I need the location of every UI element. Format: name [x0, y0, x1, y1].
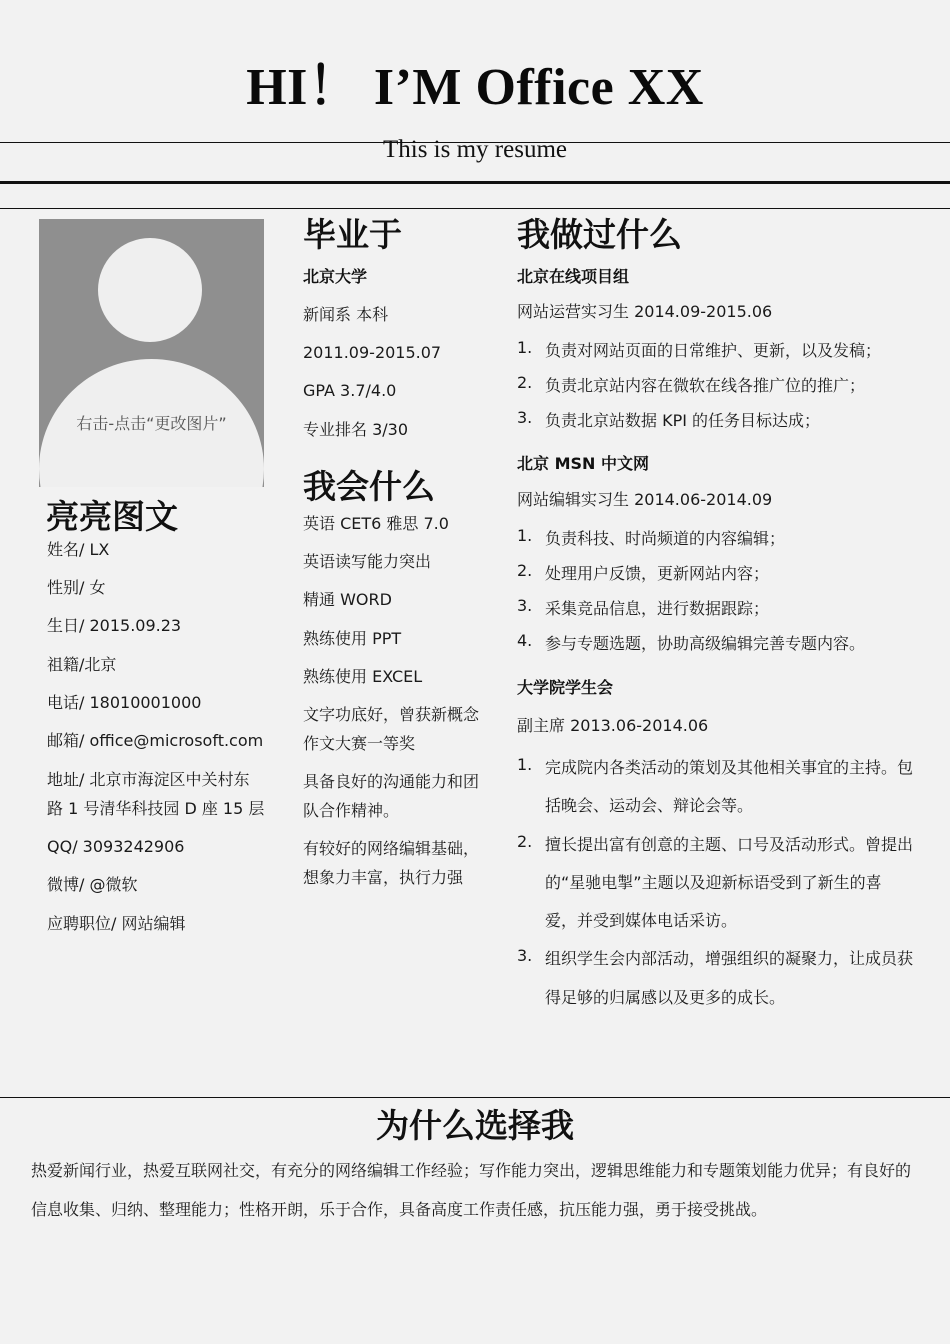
skill-line: 英语读写能力突出: [303, 552, 432, 571]
list-item: 2. 处理用户反馈，更新网站内容；: [517, 561, 770, 583]
why-me-heading: 为什么选择我: [376, 1106, 574, 1145]
job-org: 北京在线项目组: [517, 267, 630, 286]
job-role: 副主席 2013.06-2014.06: [517, 716, 709, 735]
profile-field: 邮箱/ office@microsoft.com: [47, 731, 264, 750]
list-item-continued: 爱，并受到媒体电话采访。: [545, 911, 738, 930]
skill-line: 作文大赛一等奖: [303, 734, 416, 753]
skill-line: 有较好的网络编辑基础，: [303, 839, 480, 858]
list-item: 1. 完成院内各类活动的策划及其他相关事宜的主持。包: [517, 755, 914, 777]
education-school: 北京大学: [303, 267, 368, 286]
list-item-continued: 的“星驰电掣”主题以及迎新标语受到了新生的喜: [545, 873, 882, 892]
profile-field: 姓名/ LX: [47, 540, 110, 559]
page-subtitle: This is my resume: [382, 136, 567, 163]
skill-line: 具备良好的沟通能力和团: [303, 772, 480, 791]
list-item: 3. 组织学生会内部活动，增强组织的凝聚力，让成员获: [517, 946, 914, 968]
profile-name: 亮亮图文: [46, 497, 178, 536]
skill-line: 英语 CET6 雅思 7.0: [303, 514, 449, 533]
profile-field: 微博/ @微软: [47, 875, 138, 894]
list-item: 4. 参与专题选题，协助高级编辑完善专题内容。: [517, 631, 866, 653]
list-item: 1. 负责科技、时尚频道的内容编辑；: [517, 526, 786, 548]
profile-field: 电话/ 18010001000: [47, 693, 202, 712]
profile-field: 生日/ 2015.09.23: [47, 616, 182, 635]
skill-line: 熟练使用 PPT: [303, 629, 402, 648]
profile-field: 路 1 号清华科技园 D 座 15 层: [47, 799, 265, 818]
page-title: HI！ I’M Office XX: [246, 59, 704, 116]
profile-field: 应聘职位/ 网站编辑: [47, 914, 186, 933]
list-item: 2. 擅长提出富有创意的主题、口号及活动形式。曾提出: [517, 832, 914, 854]
profile-field: 地址/ 北京市海淀区中关村东: [47, 770, 250, 789]
profile-field: QQ/ 3093242906: [47, 837, 185, 856]
education-line: GPA 3.7/4.0: [303, 381, 397, 400]
skills-heading: 我会什么: [303, 467, 435, 506]
list-item: 1. 负责对网站页面的日常维护、更新，以及发稿；: [517, 338, 882, 360]
avatar-placeholder-icon: [98, 238, 202, 342]
divider: [0, 1097, 950, 1098]
list-item: 3. 采集竞品信息，进行数据跟踪；: [517, 596, 770, 618]
job-role: 网站运营实习生 2014.09-2015.06: [517, 302, 773, 321]
list-item: 3. 负责北京站数据 KPI 的任务目标达成；: [517, 408, 821, 430]
skill-line: 精通 WORD: [303, 590, 392, 609]
job-org: 北京 MSN 中文网: [517, 454, 649, 473]
job-role: 网站编辑实习生 2014.06-2014.09: [517, 490, 773, 509]
skill-line: 想象力丰富，执行力强: [303, 868, 464, 887]
skill-line: 队合作精神。: [303, 801, 400, 820]
job-org: 大学院学生会: [517, 678, 614, 697]
skill-line: 文字功底好，曾获新概念: [303, 705, 480, 724]
list-item: 2. 负责北京站内容在微软在线各推广位的推广；: [517, 373, 866, 395]
profile-field: 性别/ 女: [47, 578, 106, 597]
education-line: 2011.09-2015.07: [303, 343, 442, 362]
education-line: 新闻系 本科: [303, 305, 389, 324]
profile-field: 祖籍/北京: [47, 655, 117, 674]
why-me-line: 信息收集、归纳、整理能力；性格开朗，乐于合作，具备高度工作责任感，抗压能力强，勇于接受挑战。: [31, 1200, 768, 1219]
experience-heading: 我做过什么: [517, 215, 682, 254]
skill-line: 熟练使用 EXCEL: [303, 667, 423, 686]
divider: [0, 208, 950, 209]
why-me-line: 热爱新闻行业，热爱互联网社交，有充分的网络编辑工作经验；写作能力突出，逻辑思维能力和专题策划能力优异；有良好的: [31, 1161, 912, 1180]
photo-caption: 右击-点击“更改图片”: [76, 414, 227, 433]
divider: [0, 181, 950, 184]
education-heading: 毕业于: [303, 215, 402, 254]
profile-photo[interactable]: [39, 219, 264, 487]
list-item-continued: 括晚会、运动会、辩论会等。: [545, 796, 754, 815]
list-item-continued: 得足够的归属感以及更多的成长。: [545, 988, 786, 1007]
education-line: 专业排名 3/30: [303, 420, 409, 439]
